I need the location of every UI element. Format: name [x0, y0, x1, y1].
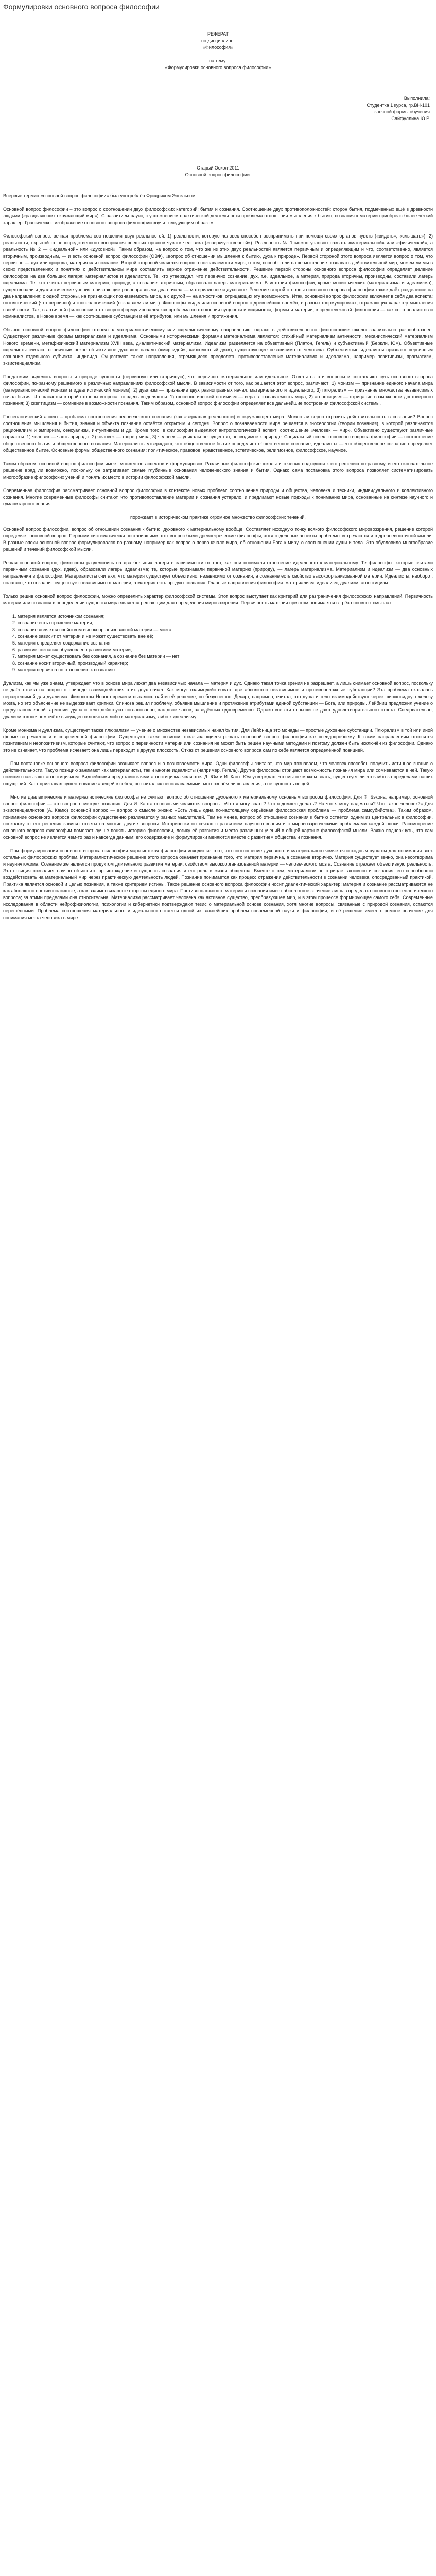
paragraph: Таким образом, основной вопрос философии имеет множество аспектов и формулировок. Различные философские школы и течения подходили к его решению по-разному, и его окончательное решение вряд ли возможно, поскольку он затрагивает самые глубинные основания человеческого знания и бытия. Однако сама постановка этого вопроса позволяет систематизировать многообразие философских учений и понять их место в истории философской мысли. — [3, 461, 433, 480]
numbered-list — [3, 613, 433, 673]
list-item: 7. материя может существовать без сознания, а сознание без материи — нет; — [18, 653, 433, 660]
performer-line: Выполнила: — [404, 96, 430, 101]
paragraph: При постановке основного вопроса философии возникает вопрос и о познаваемости мира. Одни философы считают, что мир познаваем, что человек способен получить истинное знание о действительности. Такую позицию занимают как материалисты, так и многие идеалисты (например, Гегель). Другие философы отрицают возможность познания мира или сомневаются в ней. Такую позицию называют агностицизмом. Виднейшими представителями агностицизма являются Д. Юм и И. Кант. Юм утверждал, что мы не можем знать, существует ли что-либо за пределами наших ощущений. Кант признавал существование «вещей в себе», но считал их непознаваемыми: мы познаём лишь явления, а не сущность вещей. — [3, 761, 433, 786]
paragraph: Обычно основной вопрос философии относят к материалистическому или идеалистическому направлению, однако в действительности философские школы значительно разнообразнее. Существуют различные формы материализма и идеализма. Основными историческими формами материализма являются: стихийный материализм античности, механистический материализм Нового времени, метафизический материализм XVIII века, диалектический материализм. Идеализм разделяется на объективный (Платон, Гегель) и субъективный (Беркли, Юм). Объективные идеалисты считают первичным некое объективное духовное начало («мир идей», «абсолютный дух»), существующее независимо от человека. Субъективные идеалисты признают первичным сознание отдельного субъекта, индивида. Существуют также направления, стремящиеся преодолеть противопоставление материализма и идеализма, например позитивизм, прагматизм, экзистенциализм. — [3, 327, 433, 366]
paragraph: При формулировании основного вопроса философии марксистская философия исходит из того, что соотношение духовного и материального является исходным пунктом для понимания всех остальных философских проблем. Материалистическое решение этого вопроса означает признание того, что материя первична, а сознание вторично. Материя существует вечно, она несотворима и неуничтожима. Сознание же является продуктом длительного развития материи, свойством высокоорганизованной материи — человеческого мозга. Сознание отражает объективную реальность. Эта позиция позволяет научно объяснить происхождение и сущность сознания и его роль в жизни общества. Вместе с тем, материализм не отрицает активности сознания, его способности воздействовать на материальный мир через практическую деятельность людей. Познание понимается как процесс отражения действительности в сознании человека, опосредованный практикой. Практика является основой и целью познания, а также критерием истины. Такое решение основного вопроса философии носит диалектический характер: материя и сознание рассматриваются не как абсолютно противоположные, а как взаимосвязанные стороны единого мира. Противоположность материи и сознания имеет абсолютное значение лишь в пределах основного гносеологического вопроса; за этими пределами она относительна. Материализм рассматривает человека как активное существо, преобразующее мир, и в этом процессе формирующее самого себя. Современные исследования в области нейрофизиологии, психологии и кибернетики подтверждают тезис о материальной основе сознания, хотя многие вопросы, связанные с природой сознания, остаются нерешёнными. Проблема соотношения материального и идеального остаётся одной из важнейших проблем современной науки и философии, и её решение имеет огромное значение для понимания места человека в мире. — [3, 848, 433, 920]
list-item: 2. сознание есть отражение материи; — [18, 620, 433, 626]
paragraph: Решая основной вопрос, философы разделились на два больших лагеря в зависимости от того, как они понимали отношение идеального к материальному. Те философы, которые считали первичным сознание (дух, идею), образовали лагерь идеализма; те, которые признавали первичной материю (природу), — лагерь материализма. Материализм и идеализм — два основных направления в философии. Материалисты считают, что материя существует объективно, независимо от сознания, а сознание есть свойство высокоорганизованной материи. Идеалисты, наоборот, полагают, что сознание существует независимо от материи, а материя есть продукт сознания. Главные направления философии: материализм, идеализм, дуализм, агностицизм. — [3, 560, 433, 585]
paragraph: Современная философия рассматривает основной вопрос философии в контексте новых проблем: соотношение природы и общества, человека и техники, индивидуального и коллективного сознания. Многие современные философы считают, что противопоставление материи и сознания устарело, и предлагают новые подходы к пониманию мира, основанные на синтезе научного и гуманитарного знания. — [3, 488, 433, 506]
list-item: 3. сознание является свойством высокоорганизованной материи — мозга; — [18, 626, 433, 633]
section-heading: Основной вопрос философии. — [185, 172, 251, 177]
article-body — [3, 193, 433, 928]
paragraph: Основной вопрос философии – это вопрос о соотношении двух философских категорий: бытия и сознания. Соотношение двух противоположностей: сторон бытия, подмеченных ещё в древности людьми («разделяющих окружающий мир»). С развитием науки, с усложнением практической деятельности проблема отношения мышления к бытию, сознания к материи приобрела более чёткий характер. Графическое изображение основного вопроса философии звучит следующим образом: — [3, 207, 433, 225]
ref-line: «Философия» — [202, 45, 234, 50]
paragraph: Кроме монизма и дуализма, существует также плюрализм — учение о множестве независимых начал бытия. Для Лейбница это монады — простые духовные субстанции. Плюрализм в той или иной форме встречается и в современной философии. Существуют также позиции, отказывающиеся решать основной вопрос философии как псевдопроблему. К таким направлениям относятся позитивизм и неопозитивизм, которые считают, что вопрос о первичности материи или сознания не может быть решён научными методами и поэтому должен быть исключён из философии. Однако это не означает, что проблема исчезает: она лишь переходит в другую плоскость. Отказ от решения основного вопроса сам по себе является определённой позицией. — [3, 727, 433, 753]
paragraph: Дуализм, как мы уже знаем, утверждает, что в основе мира лежат два независимых начала — материя и дух. Однако такая точка зрения не разрешает, а лишь снимает основной вопрос, поскольку не даёт ответа на вопрос о природе взаимодействия этих двух начал. Как могут взаимодействовать две абсолютно независимые и противоположные субстанции? Эта проблема оказалась неразрешимой для дуализма. Философы Нового времени пытались найти её решение, но безуспешно. Декарт, например, считал, что душа и тело взаимодействуют через шишковидную железу мозга, но это объяснение не выдерживает критики. Спиноза решил проблему, объявив мышление и протяжение атрибутами единой субстанции — Бога, или природы. Лейбниц предложил учение о предустановленной гармонии: душа и тело действуют согласованно, как двое часов, заведённых одновременно. Однако все эти попытки не дают удовлетворительного ответа. Следовательно, дуализм в конечном счёте вынужден склоняться либо к материализму, либо к идеализму. — [3, 681, 433, 719]
paragraph: Предложим выделить вопросы и природе сущности (первичную или вторичную), что первично: материальное или идеальное. Ответы на эти вопросы и составляют суть основного вопроса философии, по-разному решаемого в различных направлениях философской мысли. В зависимости от того, как решается этот вопрос, различают: 1) монизм — признание единого начала мира (материалистический монизм и идеалистический монизм); 2) дуализм — признание двух равноправных начал: материального и идеального; 3) плюрализм — признание множества независимых начал бытия. Что касается второй стороны вопроса, то здесь выделяются: 1) гносеологический оптимизм — вера в познаваемость мира; 2) агностицизм — отрицание возможности достоверного познания; 3) скептицизм — сомнение в возможности познания. Таким образом, основной вопрос философии определяет все дальнейшие построения философской системы. — [3, 374, 433, 406]
paragraph: Многие диалектические и материалистические философы не считают вопрос об отношении духовного к материальному основным вопросом философии. Для Ф. Бэкона, например, основной вопрос философии — это вопрос о методе познания. Для И. Канта основными являются вопросы: «Что я могу знать? Что я должен делать? На что я могу надеяться? Что такое человек?» Для экзистенциалистов (А. Камю) основной вопрос — вопрос о смысле жизни: «Есть лишь одна по-настоящему серьёзная философская проблема — проблема самоубийства». Таким образом, понимание основного вопроса философии существенно различается у разных мыслителей. Тем не менее, вопрос об отношении сознания к бытию остаётся одним из центральных в философии, поскольку от его решения зависят ответы на многие другие вопросы. Исторически он связан с развитием научного знания и с мировоззренческими проблемами каждой эпохи. Рассмотрение основного вопроса философии помогает лучше понять историю философии, логику её развития и место различных учений в общей картине философской мысли. Важно подчеркнуть, что сам основной вопрос не является чем-то раз и навсегда данным: его содержание и формулировки меняются вместе с развитием общества и познания. — [3, 794, 433, 840]
ref-line: «Формулировки основного вопроса философии» — [165, 65, 271, 70]
place-line: Старый Оскол-2011 — [197, 165, 239, 171]
title-block — [0, 31, 436, 71]
ref-line — [0, 51, 436, 58]
performer-line: Студентка 1 курса, гр.ВН-101 — [367, 103, 430, 108]
ref-line: на тему: — [209, 58, 227, 63]
place-block — [0, 165, 436, 178]
list-item: 5. материя определяет содержание сознания; — [18, 640, 433, 647]
paragraph: Только решив основной вопрос философии, можно определить характер философской системы. Этот вопрос выступает как критерий для разграничения философских направлений. Первичность материи или сознания в определении сущности мира является решающим для определения мировоззрения. Первичность материи при этом понимается в трёх основных смыслах: — [3, 594, 433, 605]
ref-line: по дисциплине: — [201, 38, 235, 43]
performer-line: Сайфуллина Ю.Р. — [391, 116, 430, 121]
centered-line: порождает в историческом практике огромное множество философских течений. — [130, 515, 306, 520]
performer-line: заочной формы обучения — [374, 109, 430, 114]
paragraph: Основной вопрос философии, вопрос об отношении сознания к бытию, духовного к материальному вообще. Составляет исходную точку всякого философского мировоззрения, решение которой определяет основной вопрос. Первыми систематически поставившими этот вопрос были древнегреческие философы, хотя отдельные аспекты проблемы встречаются и в древневосточной мысли. В разные эпохи основной вопрос формулировался по-разному, например как вопрос о первоначале мира, об отношении Бога к миру, о соотношении души и тела. Это обусловило многообразие решений и течений философской мысли. — [3, 527, 433, 552]
ref-line: РЕФЕРАТ — [207, 31, 229, 37]
list-item: 1. материя является источником сознания; — [18, 613, 433, 620]
paragraph: Философский вопрос: вечная проблема соотношения двух реальностей: 1) реальности, которую человек способен воспринимать при помощи своих органов чувств («видеть», «слышать»), 2) реальности, скрытой от непосредственного восприятия внешних органов чувств человека («сверхчувственной»). Реальность № 1 можно условно назвать «материальной» или «физической», а реальность № 2 — «идеальной» или «духовной». Таким образом, на вопрос о том, что же из этих двух реальностей является первичным и определяющим и что, соответственно, является вторичным, производным, — и есть основной вопрос философии (ОВФ), «вопрос об отношении мышления к бытию, духа к природе». Первой стороной этого вопроса является вопрос о том, что первично — дух или природа, материя или сознание. Второй стороной является вопрос о познаваемости мира, о том, способно ли наше мышление познавать действительный мир, можем ли мы в своих представлениях и понятиях о действительном мире составлять верное отражение действительности. Решение первой стороны основного вопроса философии определяет деление философов на два больших лагеря: материалистов и идеалистов. Те, кто утверждал, что первично сознание, дух, т.е. идеальное, а материя, природа вторичны, производны, составили лагерь идеализма. Те, кто считал первичным материю, природу, а сознание вторичным, образовали лагерь материализма. В истории философии, кроме монистических (материализма и идеализма), существовали и дуалистические учения, признающие равноправными два начала — материальное и духовное. Решение второй стороны основного вопроса философии также даёт разделение на два направления: с одной стороны, на признающих познаваемость мира, а с другой — на агностиков, отрицающих эту возможность. Итак, основной вопрос философии включает в себя два аспекта: онтологический (что первично) и гносеологический (познаваем ли мир). Философы выделяли основной вопрос с древнейших времён, в разных формулировках, отражающих характер мышления своей эпохи. Так, в античной философии этот вопрос формулировался как проблема соотношения сущности и видимости, формы и материи, в средневековой философии — как спор реалистов и номиналистов, в Новое время — как соотношение субстанции и её атрибутов, или мышления и протяжения. — [3, 233, 433, 319]
list-item: 6. развитие сознания обусловлено развитием материи; — [18, 647, 433, 653]
paragraph: Гносеологический аспект – проблема соотношения человеческого сознания (как «зеркала» реальности) и окружающего мира. Можно ли верно отразить действительность в сознании? Вопрос соотношения мышления и бытия, знания и объекта познания остаётся открытым и сегодня. Вопрос о познаваемости мира решается в гносеологии (теории познания), в которой различаются рационализм и эмпиризм, сенсуализм, интуитивизм и др. Кроме того, в философии выделяют антропологический аспект: соотношение «человек — мир». Объективно существуют различные варианты: 1) человек — часть природы; 2) человек — творец мира; 3) человек — уникальное существо, несводимое к природе. Социальный аспект основного вопроса философии — соотношение общественного бытия и общественного сознания. Материалисты утверждают, что общественное бытие определяет общественное сознание, идеалисты — что общественное сознание определяет общественное бытие. Основные формы общественного сознания: политическое, правовое, нравственное, эстетическое, религиозное, философское, научное. — [3, 414, 433, 453]
list-item: 8. сознание носит вторичный, производный характер; — [18, 660, 433, 667]
page-title: Формулировки основного вопроса философии — [3, 2, 433, 14]
list-item: 4. сознание зависит от материи и не может существовать вне её; — [18, 633, 433, 640]
list-item: 9. материя первична по отношению к сознанию. — [18, 667, 433, 673]
paragraph: Впервые термин «основной вопрос философии» был употреблён Фридрихом Энгельсом. — [3, 193, 197, 198]
performer-block — [309, 95, 430, 122]
